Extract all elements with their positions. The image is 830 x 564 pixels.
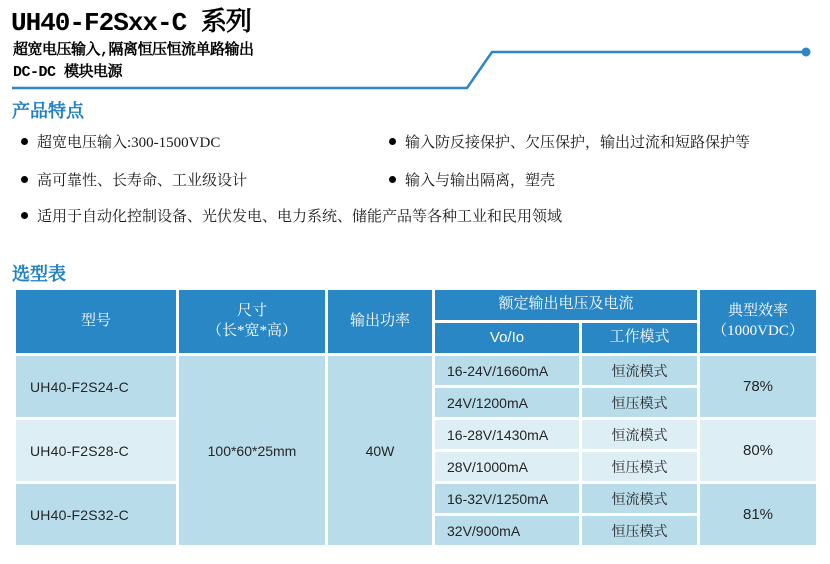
feature-item [389, 131, 750, 152]
col-header-size [179, 290, 325, 353]
feature-text: 高可靠性、长寿命、工业级设计 [37, 173, 248, 189]
mode-cell: 恒压模式 [582, 516, 697, 545]
model-cell: UH40-F2S28-C [16, 420, 176, 481]
size-header-line1: 尺寸 [236, 303, 267, 319]
mode-cell: 恒流模式 [582, 420, 697, 449]
feature-item [389, 169, 555, 190]
vo-io-cell: 16-28V/1430mA [435, 420, 579, 449]
size-header-line2: （长*宽*高） [206, 322, 297, 339]
efficiency-cell: 80% [700, 420, 816, 481]
col-header-model: 型号 [16, 290, 176, 353]
bullet-icon [389, 176, 396, 183]
bullet-icon [21, 138, 28, 145]
power-cell: 40W [328, 356, 432, 545]
vo-io-cell: 16-32V/1250mA [435, 484, 579, 513]
efficiency-cell: 78% [700, 356, 816, 417]
feature-text: 输入防反接保护、欠压保护，输出过流和短路保护等 [405, 135, 751, 151]
feature-item [21, 169, 247, 190]
efficiency-header-line2: （1000VDC） [712, 322, 804, 339]
col-header-power: 输出功率 [328, 290, 432, 353]
vo-io-cell: 32V/900mA [435, 516, 579, 545]
selection-table [13, 287, 819, 548]
mode-cell: 恒流模式 [582, 484, 697, 513]
feature-item [21, 131, 220, 152]
vo-io-cell: 24V/1200mA [435, 388, 579, 417]
feature-text: 超宽电压输入:300-1500VDC [37, 135, 221, 151]
col-header-efficiency [700, 290, 816, 353]
page-title: UH40-F2Sxx-C 系列 [11, 8, 251, 38]
vo-io-cell: 28V/1000mA [435, 452, 579, 481]
efficiency-cell: 81% [700, 484, 816, 545]
mode-cell: 恒压模式 [582, 388, 697, 417]
col-header-vo-io: Vo/Io [435, 323, 579, 353]
efficiency-header-line1: 典型效率 [728, 303, 789, 319]
vo-io-cell: 16-24V/1660mA [435, 356, 579, 385]
bullet-icon [389, 138, 396, 145]
feature-text: 输入与输出隔离，塑壳 [405, 173, 556, 189]
bullet-icon [21, 212, 28, 219]
table-row [16, 356, 816, 385]
feature-item [21, 205, 562, 226]
model-cell: UH40-F2S24-C [16, 356, 176, 417]
model-cell: UH40-F2S32-C [16, 484, 176, 545]
page-subtitle-line2: DC-DC 模块电源 [13, 64, 123, 81]
size-cell: 100*60*25mm [179, 356, 325, 545]
bullet-icon [21, 176, 28, 183]
feature-text: 适用于自动化控制设备、光伏发电、电力系统、储能产品等各种工业和民用领域 [37, 209, 563, 225]
col-header-mode: 工作模式 [582, 323, 697, 353]
features-heading: 产品特点 [12, 101, 84, 121]
col-header-rated-output: 额定输出电压及电流 [435, 290, 697, 320]
mode-cell: 恒流模式 [582, 356, 697, 385]
selection-heading: 选型表 [12, 264, 66, 284]
mode-cell: 恒压模式 [582, 452, 697, 481]
page-subtitle-line1: 超宽电压输入,隔离恒压恒流单路输出 [13, 42, 254, 59]
